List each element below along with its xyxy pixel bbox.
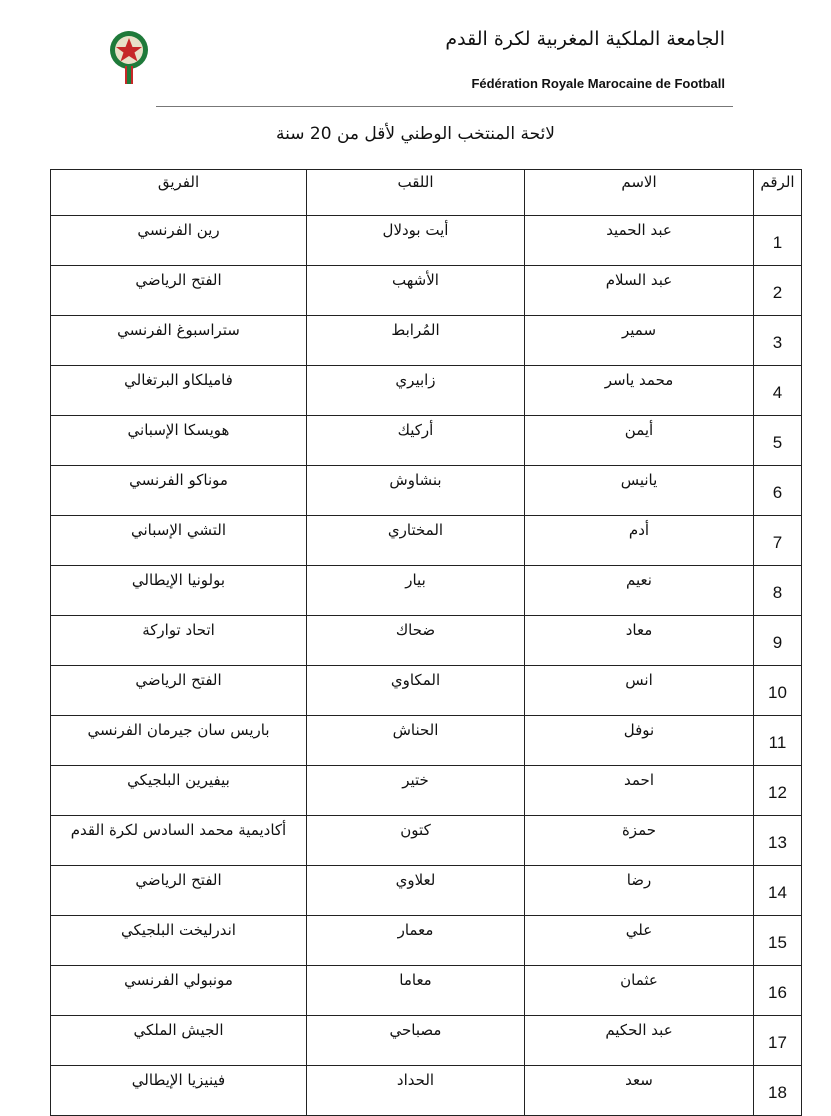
player-club: أكاديمية محمد السادس لكرة القدم — [51, 816, 307, 866]
table-row — [51, 366, 802, 416]
player-surname: كتون — [307, 816, 525, 866]
table-row — [51, 216, 802, 266]
player-name: عبد السلام — [525, 266, 754, 316]
player-name: احمد — [525, 766, 754, 816]
player-club: موناكو الفرنسي — [51, 466, 307, 516]
player-name: عثمان — [525, 966, 754, 1016]
player-name: عبد الحميد — [525, 216, 754, 266]
player-club: فاميلكاو البرتغالي — [51, 366, 307, 416]
player-number: 2 — [754, 266, 802, 316]
table-row — [51, 866, 802, 916]
player-club: رين الفرنسي — [51, 216, 307, 266]
player-number: 15 — [754, 916, 802, 966]
player-name: حمزة — [525, 816, 754, 866]
player-surname: معمار — [307, 916, 525, 966]
player-number: 1 — [754, 216, 802, 266]
document-title: لائحة المنتخب الوطني لأقل من 20 سنة — [276, 124, 555, 144]
column-header-name: الاسم — [525, 170, 754, 216]
player-number: 10 — [754, 666, 802, 716]
player-name: يانيس — [525, 466, 754, 516]
player-name: أدم — [525, 516, 754, 566]
table-row — [51, 566, 802, 616]
player-surname: بيار — [307, 566, 525, 616]
player-surname: ضحاك — [307, 616, 525, 666]
player-number: 13 — [754, 816, 802, 866]
player-surname: المكاوي — [307, 666, 525, 716]
player-surname: مصباحي — [307, 1016, 525, 1066]
squad-table — [50, 169, 802, 1116]
player-surname: معاما — [307, 966, 525, 1016]
federation-name-arabic: الجامعة الملكية المغربية لكرة القدم — [445, 28, 725, 50]
table-row — [51, 1066, 802, 1116]
player-number: 3 — [754, 316, 802, 366]
player-number: 9 — [754, 616, 802, 666]
player-club: مونبولي الفرنسي — [51, 966, 307, 1016]
player-club: اتحاد تواركة — [51, 616, 307, 666]
table-header-row — [51, 170, 802, 216]
player-club: هويسكا الإسباني — [51, 416, 307, 466]
header-divider — [156, 106, 733, 107]
table-row — [51, 466, 802, 516]
table-row — [51, 766, 802, 816]
player-number: 14 — [754, 866, 802, 916]
table-row — [51, 266, 802, 316]
player-surname: الحناش — [307, 716, 525, 766]
player-surname: زابيري — [307, 366, 525, 416]
player-number: 6 — [754, 466, 802, 516]
player-number: 18 — [754, 1066, 802, 1116]
player-name: معاد — [525, 616, 754, 666]
player-name: رضا — [525, 866, 754, 916]
player-surname: المختاري — [307, 516, 525, 566]
player-name: سعد — [525, 1066, 754, 1116]
player-club: ستراسبوغ الفرنسي — [51, 316, 307, 366]
player-name: انس — [525, 666, 754, 716]
federation-name-french: Fédération Royale Marocaine de Football — [471, 76, 725, 91]
player-club: اندرليخت البلجيكي — [51, 916, 307, 966]
table-row — [51, 316, 802, 366]
player-club: التشي الإسباني — [51, 516, 307, 566]
player-number: 11 — [754, 716, 802, 766]
player-club: بيفيرين البلجيكي — [51, 766, 307, 816]
player-surname: أيت بودلال — [307, 216, 525, 266]
player-number: 8 — [754, 566, 802, 616]
player-club: الفتح الرياضي — [51, 666, 307, 716]
player-name: نوفل — [525, 716, 754, 766]
player-number: 16 — [754, 966, 802, 1016]
player-club: الفتح الرياضي — [51, 266, 307, 316]
player-name: أيمن — [525, 416, 754, 466]
player-club: باريس سان جيرمان الفرنسي — [51, 716, 307, 766]
player-name: عبد الحكيم — [525, 1016, 754, 1066]
player-number: 12 — [754, 766, 802, 816]
player-number: 4 — [754, 366, 802, 416]
frmf-logo-icon — [108, 30, 150, 86]
player-club: الجيش الملكي — [51, 1016, 307, 1066]
player-name: نعيم — [525, 566, 754, 616]
table-row — [51, 666, 802, 716]
player-surname: أركيك — [307, 416, 525, 466]
player-surname: الأشهب — [307, 266, 525, 316]
player-number: 5 — [754, 416, 802, 466]
player-surname: لعلاوي — [307, 866, 525, 916]
table-row — [51, 516, 802, 566]
player-surname: ختير — [307, 766, 525, 816]
player-name: سمير — [525, 316, 754, 366]
player-surname: بنشاوش — [307, 466, 525, 516]
player-number: 17 — [754, 1016, 802, 1066]
table-row — [51, 616, 802, 666]
player-club: فينيزيا الإيطالي — [51, 1066, 307, 1116]
column-header-surname: اللقب — [307, 170, 525, 216]
table-row — [51, 716, 802, 766]
table-row — [51, 916, 802, 966]
table-row — [51, 966, 802, 1016]
table-row — [51, 1016, 802, 1066]
player-surname: الحداد — [307, 1066, 525, 1116]
player-club: الفتح الرياضي — [51, 866, 307, 916]
column-header-number: الرقم — [754, 170, 802, 216]
table-row — [51, 416, 802, 466]
column-header-club: الفريق — [51, 170, 307, 216]
player-club: بولونيا الإيطالي — [51, 566, 307, 616]
player-number: 7 — [754, 516, 802, 566]
player-surname: المُرابط — [307, 316, 525, 366]
player-name: علي — [525, 916, 754, 966]
player-name: محمد ياسر — [525, 366, 754, 416]
table-row — [51, 816, 802, 866]
